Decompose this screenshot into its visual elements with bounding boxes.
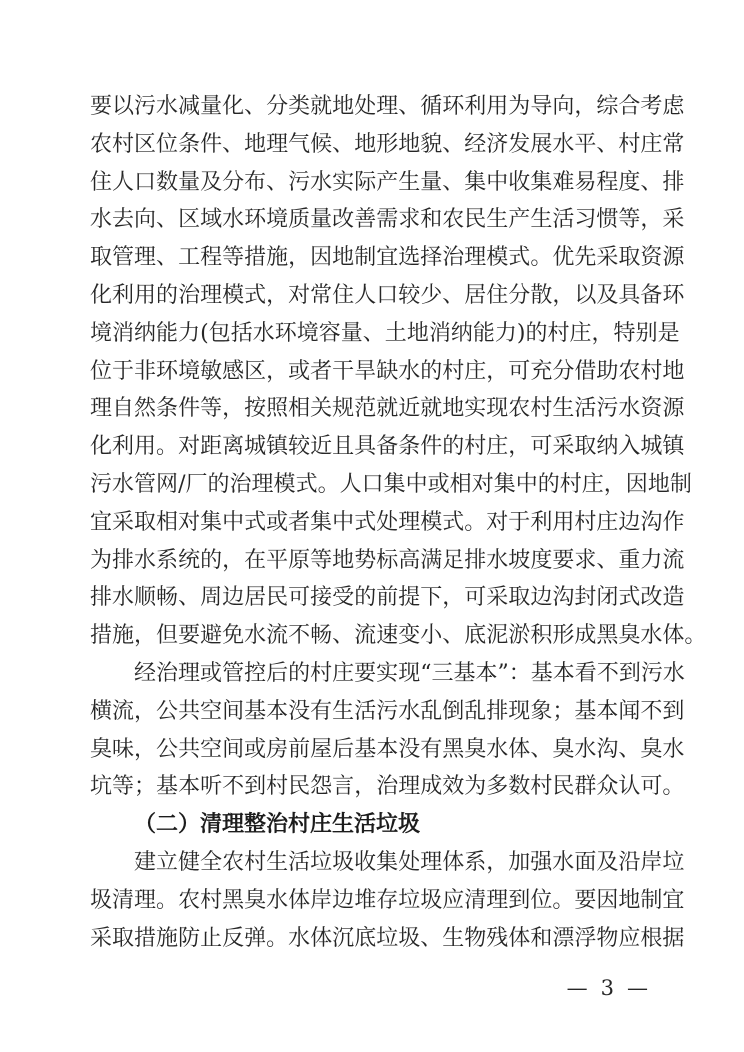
text-line: 住 人 口 数 量 及 分 布 、 污 水 实 际 产 生 量 、 集 中 收 集 难 易 程 度 、 排 bbox=[90, 169, 685, 195]
text-line: 坑 等 ； 基 本 听 不 到 村 民 怨 言 ， 治 理 成 效 为 多 数 村 民 群 众 认 可 。 bbox=[90, 774, 685, 800]
text-line: 化 利 用 的 治 理 模 式 ， 对 常 住 人 口 较 少 、 居 住 分 散 ， 以 及 具 备 环 bbox=[90, 282, 685, 308]
text-line: 经 治 理 或 管 控 后 的 村 庄 要 实 现 “ 三 基 本 ” ： 基 本 看 不 到 污 水 bbox=[134, 660, 685, 686]
text-line: 宜 采 取 相 对 集 中 式 或 者 集 中 式 处 理 模 式 。 对 于 利 用 村 庄 边 沟 作 bbox=[90, 509, 685, 535]
text-line: 取 管 理 、 工 程 等 措 施 ， 因 地 制 宜 选 择 治 理 模 式 。 优 先 采 取 资 源 bbox=[90, 245, 685, 271]
text-line: 排 水 顺 畅 、 周 边 居 民 可 接 受 的 前 提 下 ， 可 采 取 边 沟 封 闭 式 改 造 bbox=[90, 585, 685, 611]
text-line: 位 于 非 环 境 敏 感 区 ， 或 者 干 旱 缺 水 的 村 庄 ， 可 充 分 借 助 农 村 地 bbox=[90, 358, 685, 384]
text-line: 建 立 健 全 农 村 生 活 垃 圾 收 集 处 理 体 系 ， 加 强 水 面 及 沿 岸 垃 bbox=[134, 849, 685, 875]
text-line: 措 施 ， 但 要 避 免 水 流 不 畅 、 流 速 变 小 、 底 泥 淤 积 形 成 黑 臭 水 体 。 bbox=[90, 623, 707, 649]
text-line: 为 排 水 系 统 的 ， 在 平 原 等 地 势 标 高 满 足 排 水 坡 度 要 求 、 重 力 流 bbox=[90, 547, 685, 573]
section-heading: （二）清理整治村庄生活垃圾 bbox=[134, 811, 421, 838]
page-number-dash-right: — bbox=[627, 976, 648, 1000]
text-line: 污 水 管 网 / 厂 的 治 理 模 式 。 人 口 集 中 或 相 对 集 中 的 村 庄 ， 因 地 制 bbox=[90, 471, 692, 497]
page-number-value: 3 bbox=[600, 976, 614, 1000]
text-line: 臭 味 ， 公 共 空 间 或 房 前 屋 后 基 本 没 有 黑 臭 水 体 、 臭 水 沟 、 臭 水 bbox=[90, 736, 685, 762]
text-line: 横 流 ， 公 共 空 间 基 本 没 有 生 活 污 水 乱 倒 乱 排 现 象 ； 基 本 闻 不 到 bbox=[90, 698, 685, 724]
text-line: 圾 清 理 。 农 村 黑 臭 水 体 岸 边 堆 存 垃 圾 应 清 理 到 位 。 要 因 地 制 宜 bbox=[90, 887, 685, 913]
text-line: 化 利 用 。 对 距 离 城 镇 较 近 且 具 备 条 件 的 村 庄 ， 可 采 取 纳 入 城 镇 bbox=[90, 434, 685, 460]
document-text bbox=[90, 88, 707, 957]
text-line: 要 以 污 水 减 量 化 、 分 类 就 地 处 理 、 循 环 利 用 为 导 向 ， 综 合 考 虑 bbox=[90, 94, 685, 119]
page-number-dash-left: — bbox=[566, 976, 588, 1000]
text-line: 理 自 然 条 件 等 ， 按 照 相 关 规 范 就 近 就 地 实 现 农 村 生 活 污 水 资 源 bbox=[90, 396, 685, 422]
text-line: 水 去 向 、 区 域 水 环 境 质 量 改 善 需 求 和 农 民 生 产 生 活 习 惯 等 ， 采 bbox=[90, 207, 685, 233]
text-line: 境 消 纳 能 力 ( 包 括 水 环 境 容 量 、 土 地 消 纳 能 力 ) 的 村 庄 ， 特 别 是 bbox=[90, 320, 680, 346]
page-number bbox=[567, 976, 648, 1000]
text-line: 农 村 区 位 条 件 、 地 理 气 候 、 地 形 地 貌 、 经 济 发 展 水 平 、 村 庄 常 bbox=[90, 131, 685, 157]
text-line: 采 取 措 施 防 止 反 弹 。 水 体 沉 底 垃 圾 、 生 物 残 体 和 漂 浮 物 应 根 据 bbox=[90, 925, 685, 951]
